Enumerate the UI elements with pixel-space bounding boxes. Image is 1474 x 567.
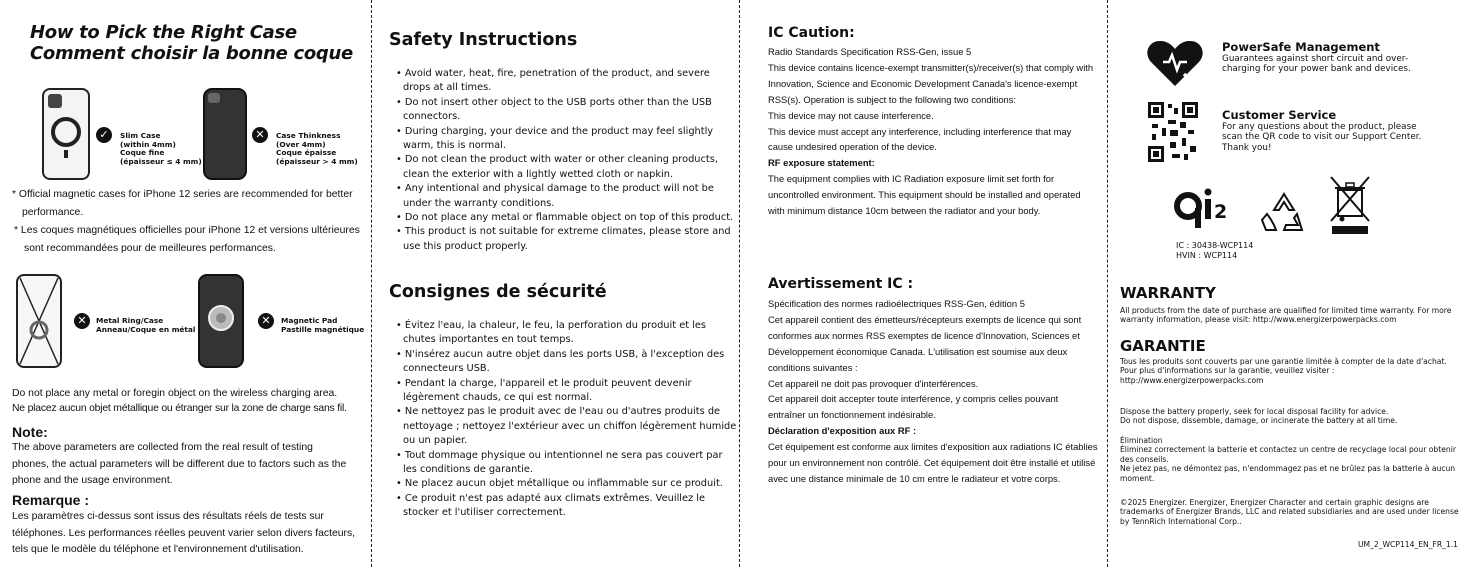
list-item: • During charging, your device and the product may feel slightly warm, this is normal. bbox=[396, 125, 714, 152]
list-item: • Any intentional and physical damage to the product will not be under the warranty conditions. bbox=[396, 183, 714, 209]
warranty-text: All products from the date of purchase are qualified for limited time warranty. For more warranty information, please visit: http://www.energizerpowerpacks.com bbox=[1120, 306, 1452, 325]
cross-icon: ✕ bbox=[74, 313, 90, 329]
magnetic-pad-phone-image bbox=[198, 274, 244, 368]
magnetic-pad-label: Magnetic Pad Pastille magnétique bbox=[281, 316, 365, 334]
svg-text:2: 2 bbox=[1214, 201, 1228, 223]
list-item: • Ne nettoyez pas le produit avec de l'eau ou d'autres produits de nettoyage ; nettoyez l'extérieur avec un chiffon légèrement humide ou un papier. bbox=[396, 406, 737, 447]
customer-service-text: For any questions about the product, please scan the QR code to visit our Support Center. Thank you! bbox=[1222, 122, 1422, 153]
list-item: • Do not clean the product with water or other cleaning products, clean the exterior with a lightly wetted cloth or napkin. bbox=[396, 154, 718, 180]
thick-case-label: Case Thinkness (Over 4mm) Coque épaisse (épaisseur > 4 mm) bbox=[276, 131, 358, 166]
camera-icon bbox=[208, 93, 220, 103]
ic-caution-text: Radio Standards Specification RSS-Gen, issue 5 This device contains licence-exempt transmitter(s)/receiver(s) that comply with Innovation, Science and Economic Development Canada's licence-exempt RSS(s). Operation is subject to the following two conditions: This device may not cause interference. This device must accept any interference, including interference that may cause undesired operation of the device. RF exposure statement: The equipment complies with IC Radiation exposure limit set forth for uncontrolled environment. This equipment should be installed and operated with minimum distance 10cm between the radiator and your body. bbox=[768, 46, 1094, 217]
qi2-icon bbox=[1174, 186, 1234, 230]
powersafe-title: PowerSafe Management bbox=[1222, 40, 1380, 54]
copyright: ©2025 Energizer. Energizer, Energizer Character and certain graphic designs are trademarks of Energizer Brands, LLC and related subsidiaries and are used under license by TennRich International Corp.. bbox=[1120, 498, 1459, 526]
slim-case-phone-image bbox=[42, 88, 90, 180]
cross-icon: ✕ bbox=[252, 127, 268, 143]
list-item: • Évitez l'eau, la chaleur, le feu, la perforation du produit et les chutes importantes en tout temps. bbox=[396, 320, 707, 346]
metal-ring-phone-image bbox=[16, 274, 62, 368]
safety-list bbox=[389, 67, 739, 254]
disposal-en: Dispose the battery properly, seek for local disposal facility for advice. Do not dispose, dissemble, damage, or incinerate the battery at all time. bbox=[1120, 407, 1398, 426]
official-case-note-en: * Official magnetic cases for iPhone 12 series are recommended for better performance. bbox=[12, 189, 353, 218]
warranty-title: WARRANTY bbox=[1120, 284, 1216, 302]
garantie-text: Tous les produits sont couverts par une garantie limitée à compter de la date d'achat. Pour plus d'informations sur la garantie, veuillez visiter : http://www.energizerpowerpacks.com bbox=[1120, 357, 1447, 385]
magnetic-pad-icon bbox=[200, 276, 242, 366]
list-item: • Tout dommage physique ou intentionnel ne sera pas couvert par les conditions de garantie. bbox=[396, 449, 723, 476]
no-metal-warning-fr: Ne placez aucun objet métallique ou étranger sur la zone de charge sans fil. bbox=[12, 403, 347, 414]
note-text: The above parameters are collected from the real result of testing phones, the actual parameters will be different due to factors such as the phone and the usage environment. bbox=[12, 442, 347, 486]
consignes-list bbox=[389, 319, 739, 521]
ic-column bbox=[740, 0, 1106, 567]
safety-title: Safety Instructions bbox=[389, 30, 578, 50]
list-item: • Pendant la charge, l'appareil et le produit peuvent devenir légèrement chauds, ce qui est normal. bbox=[396, 377, 692, 404]
document-code: UM_2_WCP114_EN_FR_1.1 bbox=[1357, 540, 1458, 549]
ic-number: IC : 30438-WCP114 bbox=[1176, 241, 1254, 250]
list-item: • Ne placez aucun objet métallique ou inflammable sur ce produit. bbox=[396, 478, 723, 490]
check-icon: ✓ bbox=[96, 127, 112, 143]
elimination-fr: Élimination Éliminez correctement la batterie et contactez un centre de recyclage local pour obtenir des conseils. Ne jetez pas, ne démontez pas, n'endommagez pas et ne brûlez pas la batterie à aucun moment. bbox=[1120, 436, 1456, 483]
qr-code-icon[interactable] bbox=[1148, 102, 1198, 162]
list-item: • Do not place any metal or flammable object on top of this product. bbox=[396, 212, 734, 224]
magsafe-ring-icon bbox=[44, 90, 88, 178]
qi2-logo bbox=[1174, 186, 1234, 230]
garantie-title: GARANTIE bbox=[1120, 337, 1206, 355]
powersafe-text: Guarantees against short circuit and over-charging for your power bank and devices. bbox=[1222, 54, 1411, 75]
remarque-text: Les paramètres ci-dessus sont issus des résultats réels de tests sur téléphones. Les performances réelles peuvent varier selon divers facteurs, tels que le modèle du téléphone et l'environnement d'utilisation. bbox=[12, 511, 356, 555]
list-item: • N'insérez aucun autre objet dans les ports USB, à l'exception des connecteurs USB. bbox=[396, 348, 725, 375]
thick-case-phone-image bbox=[203, 88, 247, 180]
metal-ring-label: Metal Ring/Case Anneau/Coque en métal bbox=[96, 316, 196, 334]
list-item: • Do not insert other object to the USB ports other than the USB connectors. bbox=[396, 96, 712, 123]
list-item: • Avoid water, heat, fire, penetration of the product, and severe drops at all times. bbox=[396, 68, 710, 94]
customer-service-title: Customer Service bbox=[1222, 108, 1337, 122]
title-en: How to Pick the Right Case bbox=[30, 22, 297, 43]
slim-case-label: Slim Case (within 4mm) Coque fine (épaisseur ≤ 4 mm) bbox=[120, 131, 202, 166]
remarque-heading: Remarque : bbox=[12, 492, 90, 508]
list-item: • This product is not suitable for extreme climates, please store and use this product properly. bbox=[396, 226, 731, 252]
metal-ring-icon bbox=[18, 276, 60, 366]
avertissement-text: Spécification des normes radioélectriques RSS-Gen, édition 5 Cet appareil contient des émetteurs/récepteurs exempts de licence qui sont conformes aux normes RSS exemptes de licence d'Innovation, Sciences et Développement économique Canada. L'utilisation est soumise aux deux conditions suivantes : Cet appareil ne doit pas provoquer d'interférences. Cet appareil doit accepter toute interférence, y compris celles pouvant entraîner un fonctionnement indésirable. Déclaration d'exposition aux RF : Cet équipement est conforme aux limites d'exposition aux radiations IC établies pour un environnement non contrôlé. Cet équipement doit être installé et utilisé avec une distance minimale de 10 cm entre le radiateur et votre corps. bbox=[768, 298, 1098, 484]
hvin-number: HVIN : WCP114 bbox=[1176, 251, 1238, 260]
ic-caution-title: IC Caution: bbox=[768, 25, 855, 41]
weee-bin-icon bbox=[1328, 174, 1372, 236]
recycle-icon bbox=[1258, 190, 1310, 236]
consignes-title: Consignes de sécurité bbox=[389, 282, 607, 302]
cross-icon: ✕ bbox=[258, 313, 274, 329]
case-guide-column bbox=[0, 0, 370, 567]
list-item: • Ce produit n'est pas adapté aux climats extrêmes. Veuillez le stocker et l'utiliser correctement. bbox=[396, 492, 706, 519]
title-fr: Comment choisir la bonne coque bbox=[30, 43, 353, 64]
avertissement-title: Avertissement IC : bbox=[768, 276, 914, 292]
note-heading: Note: bbox=[12, 424, 48, 440]
no-metal-warning-en: Do not place any metal or foregin object on the wireless charging area. bbox=[12, 388, 338, 399]
warranty-column bbox=[1108, 0, 1474, 567]
safety-column bbox=[372, 0, 738, 567]
heart-check-icon bbox=[1146, 38, 1204, 88]
official-case-note-fr: * Les coques magnétiques officielles pour iPhone 12 et versions ultérieures sont recommandées pour de meilleures performances. bbox=[14, 225, 360, 254]
